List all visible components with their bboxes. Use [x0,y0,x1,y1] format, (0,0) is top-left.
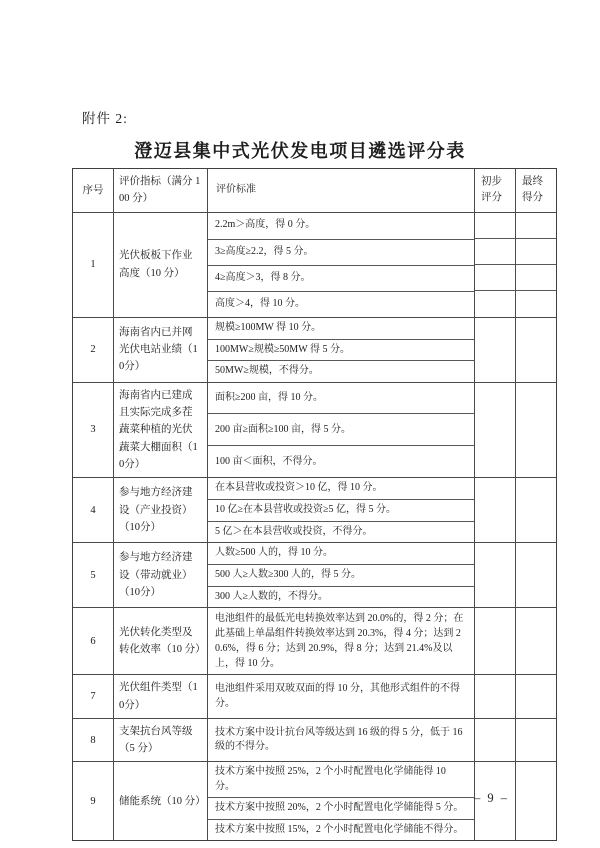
preliminary-score-cell [474,383,515,478]
final-score-cell [515,543,556,607]
indicator-cell: 光伏转化类型及转化效率（10 分） [113,608,207,674]
criteria-cell: 3≥高度≥2.2，得 5 分。 [208,239,474,265]
indicator-cell: 海南省内已建成且实际完成多茬蔬菜种植的光伏蔬菜大棚面积（10分） [113,383,207,478]
score-subcell [475,264,515,290]
score-subcell [516,238,556,264]
criteria-cell: 100MW≥规模≥50MW 得 5 分。 [208,339,474,361]
final-score-cell [515,608,556,674]
attachment-label: 附件 2: [82,111,128,126]
row-index: 4 [90,504,96,516]
page-title: 澄迈县集中式光伏发电项目遴选评分表 [134,141,466,161]
final-score-cell [515,478,556,542]
criteria-cell: 10 亿≥在本县营收或投资≥5 亿，得 5 分。 [208,499,474,521]
final-score-cell [515,675,556,718]
table-row [73,317,556,382]
final-score-cell [515,383,556,478]
final-score-cell [515,719,556,762]
preliminary-score-cell [474,318,515,382]
preliminary-score-cell [474,719,515,762]
row-index: 7 [90,690,96,702]
table-row [73,382,556,478]
header-indicator: 评价指标（满分 100 分） [113,169,207,212]
final-score-cell [515,213,556,317]
row-index: 5 [90,569,96,581]
criteria-group [207,675,474,718]
criteria-cell: 5 亿＞在本县营收或投资，不得分。 [208,521,474,543]
preliminary-score-cell [474,543,515,607]
criteria-cell: 300 人≥人数的，不得分。 [208,586,474,608]
table-row [73,674,556,718]
final-score-cell [515,762,556,840]
criteria-cell: 50MW≥规模，不得分。 [208,360,474,382]
score-subcell [516,290,556,316]
header-final-score: 最终得分 [515,169,556,212]
indicator-cell: 储能系统（10 分） [113,762,207,840]
row-index: 8 [90,734,96,746]
criteria-cell: 面积≥200 亩，得 10 分。 [215,391,323,403]
table-row [73,477,556,542]
row-index: 1 [90,259,96,271]
indicator-cell: 光伏板板下作业高度（10 分） [113,213,207,317]
preliminary-score-cell [474,675,515,718]
table-row [73,718,556,762]
row-index: 9 [90,795,96,807]
criteria-cell: 电池组件采用双玻双面的得 10 分，其他形式组件的不得分。 [215,683,460,709]
row-index: 2 [90,344,96,356]
score-subcell [516,213,556,238]
indicator-cell: 海南省内已并网光伏电站业绩（10分） [113,318,207,382]
criteria-group [207,608,474,674]
criteria-cell: 高度＞4，得 10 分。 [208,291,474,317]
criteria-group [207,478,474,542]
table-row [73,542,556,607]
criteria-cell: 500 人≥人数≥300 人的，得 5 分。 [208,564,474,586]
criteria-cell: 人数≥500 人的，得 10 分。 [215,547,333,559]
criteria-cell: 电池组件的最低光电转换效率达到 20.0%的，得 2 分；在此基础上单晶组件转换效率达到 20.3%，得 4 分；达到 20.6%，得 6 分；达到 20.9%，得 8 分；达到 21.4%及以上，得 10 分。 [215,613,464,670]
header-index: 序号 [82,184,104,196]
indicator-cell: 光伏组件类型（10分） [113,675,207,718]
criteria-cell: 技术方案中按照 15%，2 个小时配置电化学储能不得分。 [208,819,474,841]
criteria-group [207,543,474,607]
score-subcell [475,238,515,264]
score-subcell [475,290,515,316]
indicator-cell: 支架抗台风等级（5 分） [113,719,207,762]
row-index: 3 [90,424,96,436]
criteria-group [207,719,474,762]
score-subcell [475,213,515,238]
header-criteria: 评价标准 [207,169,474,212]
criteria-cell: 在本县营收或投资＞10 亿，得 10 分。 [215,482,383,494]
score-subcell [516,264,556,290]
table-row [73,607,556,674]
header-preliminary-score: 初步评分 [474,169,515,212]
criteria-group [207,318,474,382]
indicator-cell: 参与地方经济建设（带动就业）（10分） [113,543,207,607]
preliminary-score-cell [474,608,515,674]
criteria-group [207,383,474,478]
criteria-cell: 4≥高度＞3，得 8 分。 [208,265,474,291]
criteria-group [207,213,474,317]
table-header-row [73,169,556,212]
criteria-cell: 技术方案中设计抗台风等级达到 16 级的得 5 分，低于 16 级的不得分。 [215,726,463,753]
criteria-cell: 200 亩≥面积≥100 亩，得 5 分。 [208,413,474,445]
criteria-cell: 技术方案中按照 25%，2 个小时配置电化学储能得 10 分。 [215,766,446,792]
page-number: – 9 – [474,791,509,805]
preliminary-score-cell [474,478,515,542]
criteria-cell: 2.2m＞高度，得 0 分。 [215,219,316,231]
criteria-group [207,762,474,840]
indicator-cell: 参与地方经济建设（产业投资）（10分） [113,478,207,542]
row-index: 6 [90,635,96,647]
criteria-cell: 100 亩＜面积，不得分。 [208,445,474,477]
final-score-cell [515,318,556,382]
table-row [73,212,556,317]
score-table [72,168,557,841]
preliminary-score-cell [474,213,515,317]
criteria-cell: 规模≥100MW 得 10 分。 [215,321,322,333]
criteria-cell: 技术方案中按照 20%，2 个小时配置电化学储能得 5 分。 [208,797,474,819]
